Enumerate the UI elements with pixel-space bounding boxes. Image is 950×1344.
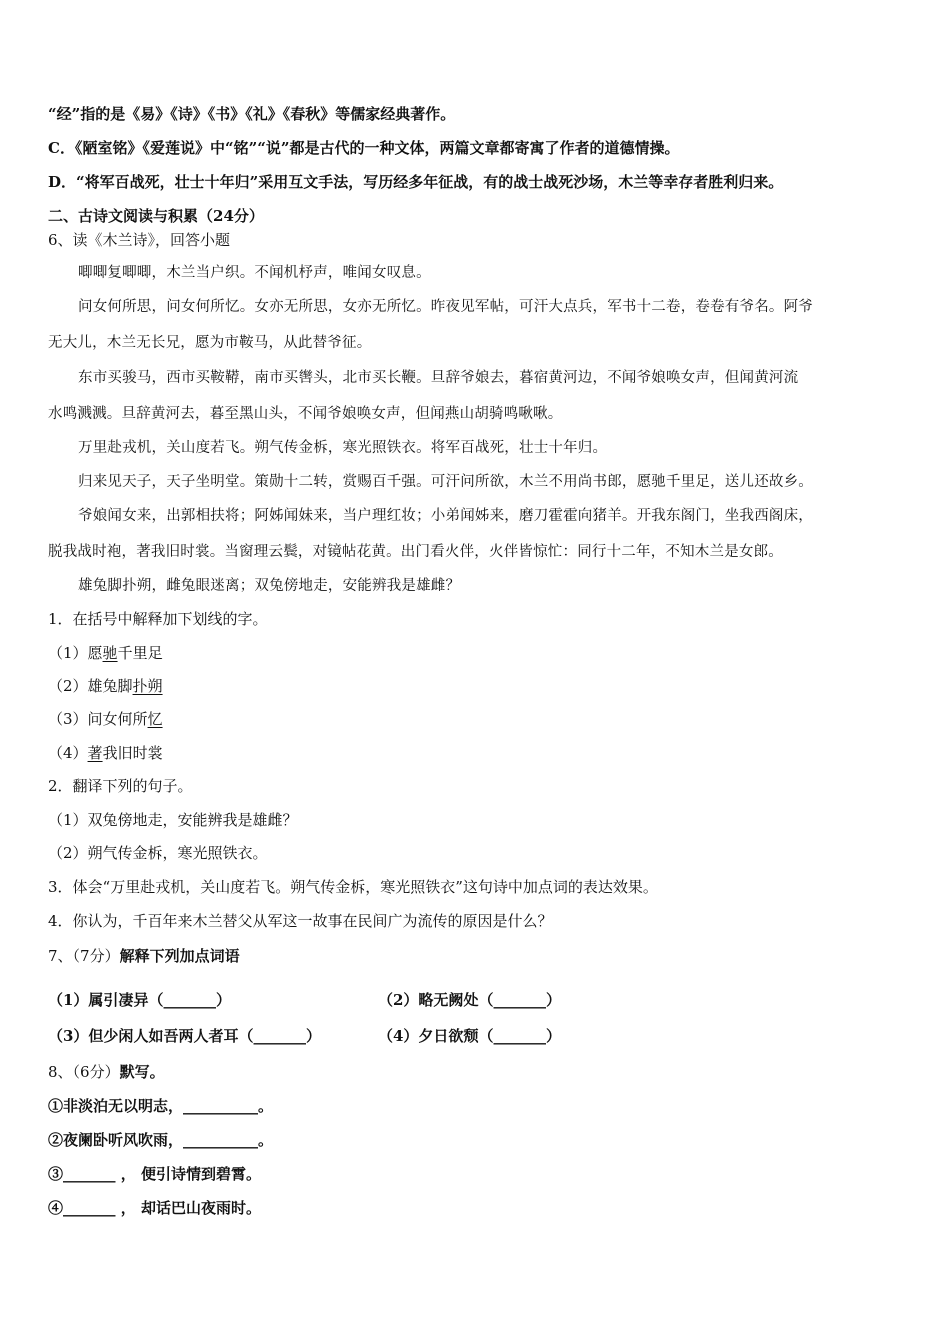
option-c: C．《陋室铭》《爱莲说》中“铭”“说”都是古代的一种文体，两篇文章都寄寓了作者的道德情操。	[48, 139, 680, 157]
poem-para-6-line-1: 爷娘闻女来，出郭相扶将；阿姊闻妹来，当户理红妆；小弟闻姊来，磨刀霍霍向猪羊。开我东阁门，坐我西阁床，	[78, 508, 813, 524]
poem-para-7: 雄兔脚扑朔，雌兔眼迷离；双兔傍地走，安能辨我是雄雌？	[78, 578, 461, 594]
poem-para-2-line-2: 无大儿，木兰无长兄，愿为市鞍马，从此替爷征。	[48, 335, 372, 351]
dictation-line-1: ①非淡泊无以明志，__________。	[48, 1097, 274, 1115]
question-7-item-1: （1）属引凄异（_______）	[48, 991, 231, 1009]
poem-para-6-line-2: 脱我战时袍，著我旧时裳。当窗理云鬓，对镜帖花黄。出门看火伴，火伴皆惊忙：同行十二年，不知木兰是女郎。	[48, 544, 783, 560]
subquestion-1-item-3: （3）问女何所忆	[48, 710, 163, 728]
subquestion-2-item-2: （2）朔气传金柝，寒光照铁衣。	[48, 844, 268, 862]
subquestion-1-title: 1．在括号中解释加下划线的字。	[48, 610, 268, 628]
subquestion-4: 4．你认为，千百年来木兰替父从军这一故事在民间广为流传的原因是什么？	[48, 912, 553, 930]
poem-para-3-line-1: 东市买骏马，西市买鞍鞯，南市买辔头，北市买长鞭。旦辞爷娘去，暮宿黄河边，不闻爷娘唤女声，但闻黄河流	[78, 370, 799, 386]
underlined-char: 忆	[147, 710, 163, 728]
poem-para-1: 唧唧复唧唧，木兰当户织。不闻机杼声，唯闻女叹息。	[78, 265, 431, 281]
question-8-title: 8、（6分）默写。	[48, 1063, 165, 1081]
subquestion-1-item-4: （4）著我旧时裳	[48, 744, 163, 762]
subquestion-1-item-2: （2）雄兔脚扑朔	[48, 677, 163, 695]
option-d: D．“将军百战死，壮士十年归”采用互文手法，写历经多年征战，有的战士战死沙场，木兰等幸存者胜利归来。	[48, 173, 784, 191]
question-6-title: 6、读《木兰诗》，回答小题	[48, 231, 231, 249]
poem-para-5: 归来见天子，天子坐明堂。策勋十二转，赏赐百千强。可汗问所欲，木兰不用尚书郎，愿驰千里足，送儿还故乡。	[78, 474, 813, 490]
dictation-line-4: ④_______ ， 却话巴山夜雨时。	[48, 1199, 261, 1217]
section-heading: 二、古诗文阅读与积累（24分）	[48, 207, 264, 225]
underlined-char: 扑朔	[132, 677, 163, 695]
subquestion-3: 3．体会“万里赴戎机，关山度若飞。朔气传金柝，寒光照铁衣”这句诗中加点词的表达效果。	[48, 878, 658, 896]
question-7-item-3: （3）但少闲人如吾两人者耳（_______）	[48, 1027, 321, 1045]
question-7-item-2: （2）略无阙处（_______）	[378, 991, 561, 1009]
poem-para-4: 万里赴戎机，关山度若飞。朔气传金柝，寒光照铁衣。将军百战死，壮士十年归。	[78, 440, 608, 456]
dictation-line-2: ②夜阑卧听风吹雨，__________。	[48, 1131, 274, 1149]
dictation-line-3: ③_______ ， 便引诗情到碧霄。	[48, 1165, 261, 1183]
underlined-char: 著	[87, 744, 103, 762]
subquestion-2-title: 2．翻译下列的句子。	[48, 777, 193, 795]
question-7-item-4: （4）夕日欲颓（_______）	[378, 1027, 561, 1045]
poem-para-2-line-1: 问女何所思，问女何所忆。女亦无所思，女亦无所忆。昨夜见军帖，可汗大点兵，军书十二卷，卷卷有爷名。阿爷	[78, 299, 813, 315]
subquestion-2-item-1: （1）双兔傍地走，安能辨我是雄雌？	[48, 811, 298, 829]
poem-para-3-line-2: 水鸣溅溅。旦辞黄河去，暮至黑山头，不闻爷娘唤女声，但闻燕山胡骑鸣啾啾。	[48, 406, 563, 422]
underlined-char: 驰	[102, 644, 118, 662]
classic-note-line: “经”指的是《易》《诗》《书》《礼》《春秋》等儒家经典著作。	[48, 105, 456, 123]
question-7-title: 7、（7分）解释下列加点词语	[48, 947, 240, 965]
subquestion-1-item-1: （1）愿驰千里足	[48, 644, 163, 662]
